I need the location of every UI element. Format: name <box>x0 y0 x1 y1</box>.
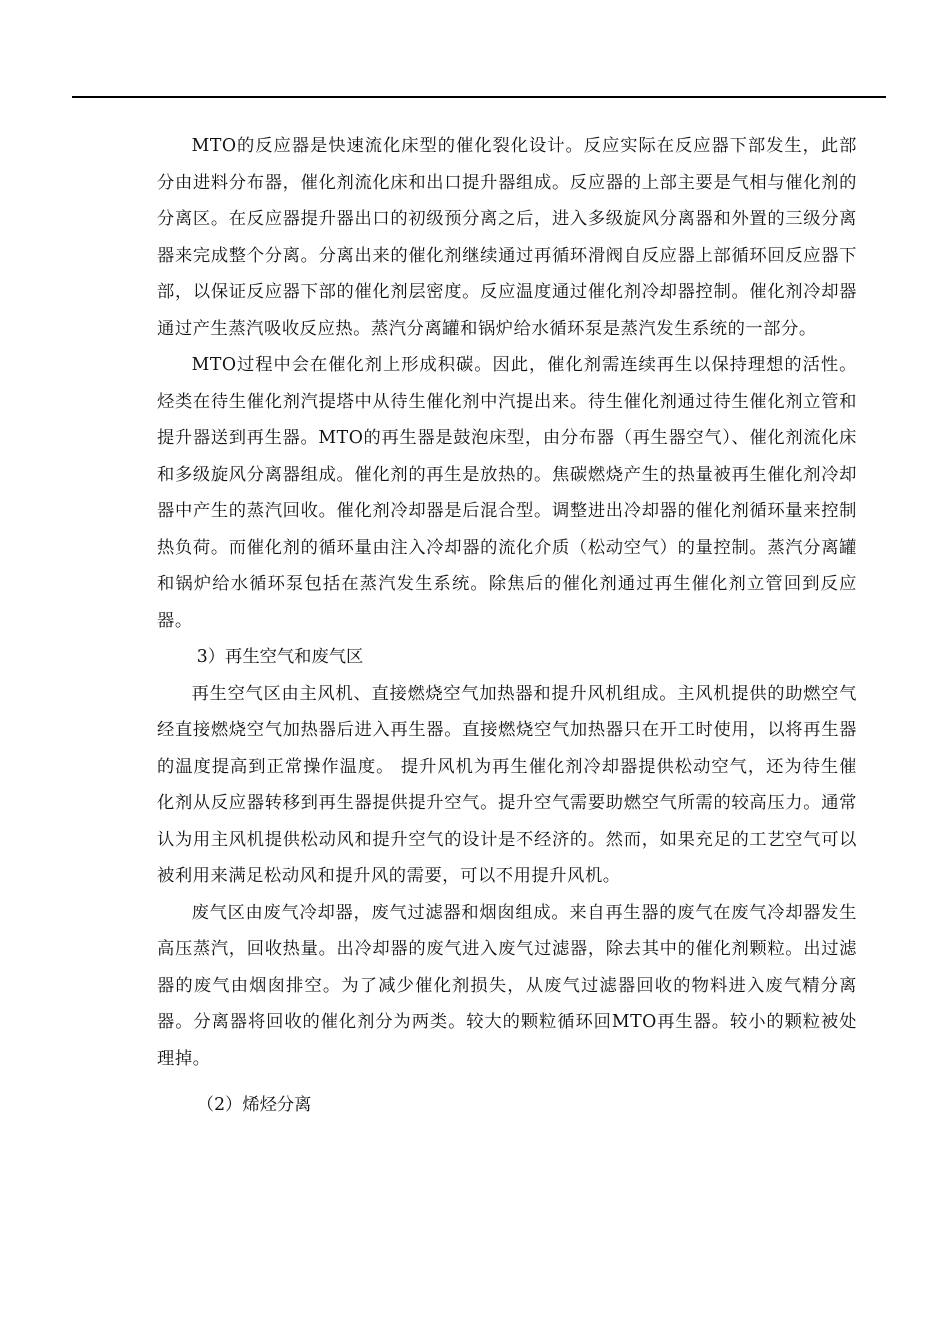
paragraph-regenerator: MTO过程中会在催化剂上形成积碳。因此，催化剂需连续再生以保持理想的活性。烃类在待生催化剂汽提塔中从待生催化剂中汽提出来。待生催化剂通过待生催化剂立管和提升器送到再生器。MTO的再生器是鼓泡床型，由分布器（再生器空气）、催化剂流化床和多级旋风分离器组成。催化剂的再生是放热的。焦碳燃烧产生的热量被再生催化剂冷却器中产生的蒸汽回收。催化剂冷却器是后混合型。调整进出冷却器的催化剂循环量来控制热负荷。而催化剂的循环量由注入冷却器的流化介质（松动空气）的量控制。蒸汽分离罐和锅炉给水循环泵包括在蒸汽发生系统。除焦后的催化剂通过再生催化剂立管回到反应器。 <box>157 355 857 631</box>
section-heading-regen-air: 3）再生空气和废气区 <box>196 647 364 667</box>
paragraph-regen-air: 再生空气区由主风机、直接燃烧空气加热器和提升风机组成。主风机提供的助燃空气经直接燃烧空气加热器后进入再生器。直接燃烧空气加热器只在开工时使用，以将再生器的温度提高到正常操作温度。 提升风机为再生催化剂冷却器提供松动空气，还为待生催化剂从反应器转移到再生器提供提升空气。提升空气需要助燃空气所需的较高压力。通常认为用主风机提供松动风和提升空气的设计是不经济的。然而，如果充足的工艺空气可以被利用来满足松动风和提升风的需要，可以不用提升风机。 <box>157 683 857 886</box>
header-rule <box>72 96 886 98</box>
paragraph-reactor: MTO的反应器是快速流化床型的催化裂化设计。反应实际在反应器下部发生，此部分由进料分布器，催化剂流化床和出口提升器组成。反应器的上部主要是气相与催化剂的分离区。在反应器提升器出口的初级预分离之后，进入多级旋风分离器和外置的三级分离器来完成整个分离。分离出来的催化剂继续通过再循环滑阀自反应器上部循环回反应器下部，以保证反应器下部的催化剂层密度。反应温度通过催化剂冷却器控制。催化剂冷却器通过产生蒸汽吸收反应热。蒸汽分离罐和锅炉给水循环泵是蒸汽发生系统的一部分。 <box>157 136 857 339</box>
document-body <box>157 128 857 1124</box>
paragraph-flue-gas: 废气区由废气冷却器，废气过滤器和烟囱组成。来自再生器的废气在废气冷却器发生高压蒸汽，回收热量。出冷却器的废气进入废气过滤器，除去其中的催化剂颗粒。出过滤器的废气由烟囱排空。为了减少催化剂损失，从废气过滤器回收的物料进入废气精分离器。分离器将回收的催化剂分为两类。较大的颗粒循环回MTO再生器。较小的颗粒被处理掉。 <box>157 902 857 1069</box>
section-heading-olefin-separation: （2）烯烃分离 <box>196 1095 312 1115</box>
